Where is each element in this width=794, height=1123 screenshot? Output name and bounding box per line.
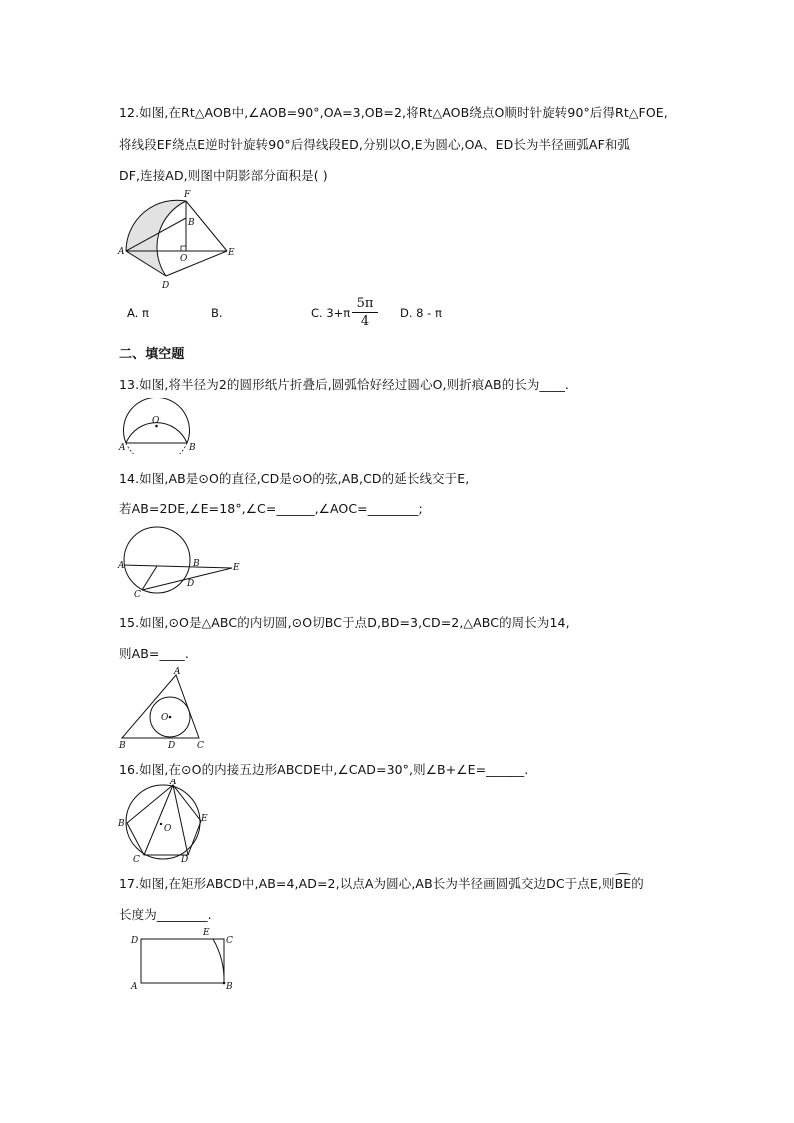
q17-figure xyxy=(117,925,242,997)
q17-label-B: B xyxy=(226,982,233,992)
q16-label-B: B xyxy=(118,819,125,829)
q13-text: 13.如图,将半径为2的圆形纸片折叠后,圆弧恰好经过圆心O,则折痕AB的长为____. xyxy=(119,377,569,392)
q16-label-D: D xyxy=(181,855,189,865)
q12-option-b-denominator: 4 xyxy=(360,314,370,329)
section-title: 二、填空题 xyxy=(119,347,185,362)
q17-diagram xyxy=(117,925,242,993)
q15-label-B: B xyxy=(119,741,126,750)
q16-label-E: E xyxy=(201,814,208,824)
q17-label-D: D xyxy=(131,936,139,946)
q13-label-B: B xyxy=(189,443,196,453)
q12-line-3: DF,连接AD,则图中阴影部分面积是( ) xyxy=(119,168,328,183)
q12-label-E: E xyxy=(228,248,235,258)
q17-line-2: 长度为________. xyxy=(119,907,212,922)
q15-line-2: 则AB=____. xyxy=(119,646,189,661)
q15-diagram xyxy=(117,666,217,750)
q16-diagram xyxy=(117,779,217,865)
q12-figure xyxy=(117,188,242,300)
q15-label-O: O xyxy=(161,713,169,723)
q12-option-b-numerator: 5π xyxy=(352,296,378,313)
q15-line-1: 15.如图,⊙O是△ABC的内切圆,⊙O切BC于点D,BD=3,CD=2,△ABC的周长为14, xyxy=(119,615,570,630)
q16-figure xyxy=(117,779,217,869)
q16-text: 16.如图,在⊙O的内接五边形ABCDE中,∠CAD=30°,则∠B+∠E=______. xyxy=(119,762,529,777)
q12-diagram xyxy=(117,188,242,296)
q15-label-D: D xyxy=(168,741,176,750)
q15-figure xyxy=(117,666,217,754)
q17-arc-be: BE xyxy=(614,876,632,891)
q16-label-A: A xyxy=(170,779,177,787)
q17-line-1-text: 17.如图,在矩形ABCD中,AB=4,AD=2,以点A为圆心,AB长为半径画圆弧交边DC于点E,则 xyxy=(119,876,615,891)
q14-line-1: 14.如图,AB是⊙O的直径,CD是⊙O的弦,AB,CD的延长线交于E, xyxy=(119,471,470,486)
q12-option-a[interactable]: A. π xyxy=(127,306,149,320)
q13-diagram xyxy=(117,398,197,454)
q16-label-O: O xyxy=(164,824,172,834)
q12-options xyxy=(127,296,727,332)
q12-label-D: D xyxy=(162,281,170,291)
q12-line-2: 将线段EF绕点E逆时针旋转90°后得线段ED,分别以O,E为圆心,OA、ED长为半径画弧AF和弧 xyxy=(119,137,631,152)
q14-label-B: B xyxy=(193,559,200,569)
q12-label-F: F xyxy=(184,190,191,200)
q13-label-O: O xyxy=(152,416,160,426)
q14-diagram xyxy=(117,522,242,600)
q17-line-1-suffix: 的 xyxy=(631,876,644,891)
q14-figure xyxy=(117,522,242,604)
q17-label-E: E xyxy=(203,928,210,938)
q12-label-O: O xyxy=(180,254,188,264)
q14-label-A: A xyxy=(118,561,125,571)
q12-label-A: A xyxy=(118,247,125,257)
q12-option-b-fraction xyxy=(352,296,378,329)
q14-line-2: 若AB=2DE,∠E=18°,∠C=______,∠AOC=________; xyxy=(119,501,423,516)
q13-figure xyxy=(117,398,197,458)
q13-label-A: A xyxy=(119,443,126,453)
q17-label-A: A xyxy=(131,982,138,992)
q12-option-d[interactable]: D. 8 - π xyxy=(400,306,442,320)
q14-label-E: E xyxy=(233,563,240,573)
q17-line-1 xyxy=(119,874,644,892)
q12-option-c[interactable]: C. 3+π xyxy=(311,306,351,320)
q12-option-b-prefix[interactable]: B. xyxy=(211,306,223,320)
q15-label-C: C xyxy=(197,741,204,750)
q14-label-D: D xyxy=(187,579,195,589)
q14-label-C: C xyxy=(134,590,141,600)
q16-label-C: C xyxy=(133,855,140,865)
q12-label-B: B xyxy=(188,218,195,228)
q17-label-C: C xyxy=(226,936,233,946)
q12-line-1: 12.如图,在Rt△AOB中,∠AOB=90°,OA=3,OB=2,将Rt△AOB绕点O顺时针旋转90°后得Rt△FOE, xyxy=(119,105,668,120)
q15-label-A: A xyxy=(174,667,181,677)
